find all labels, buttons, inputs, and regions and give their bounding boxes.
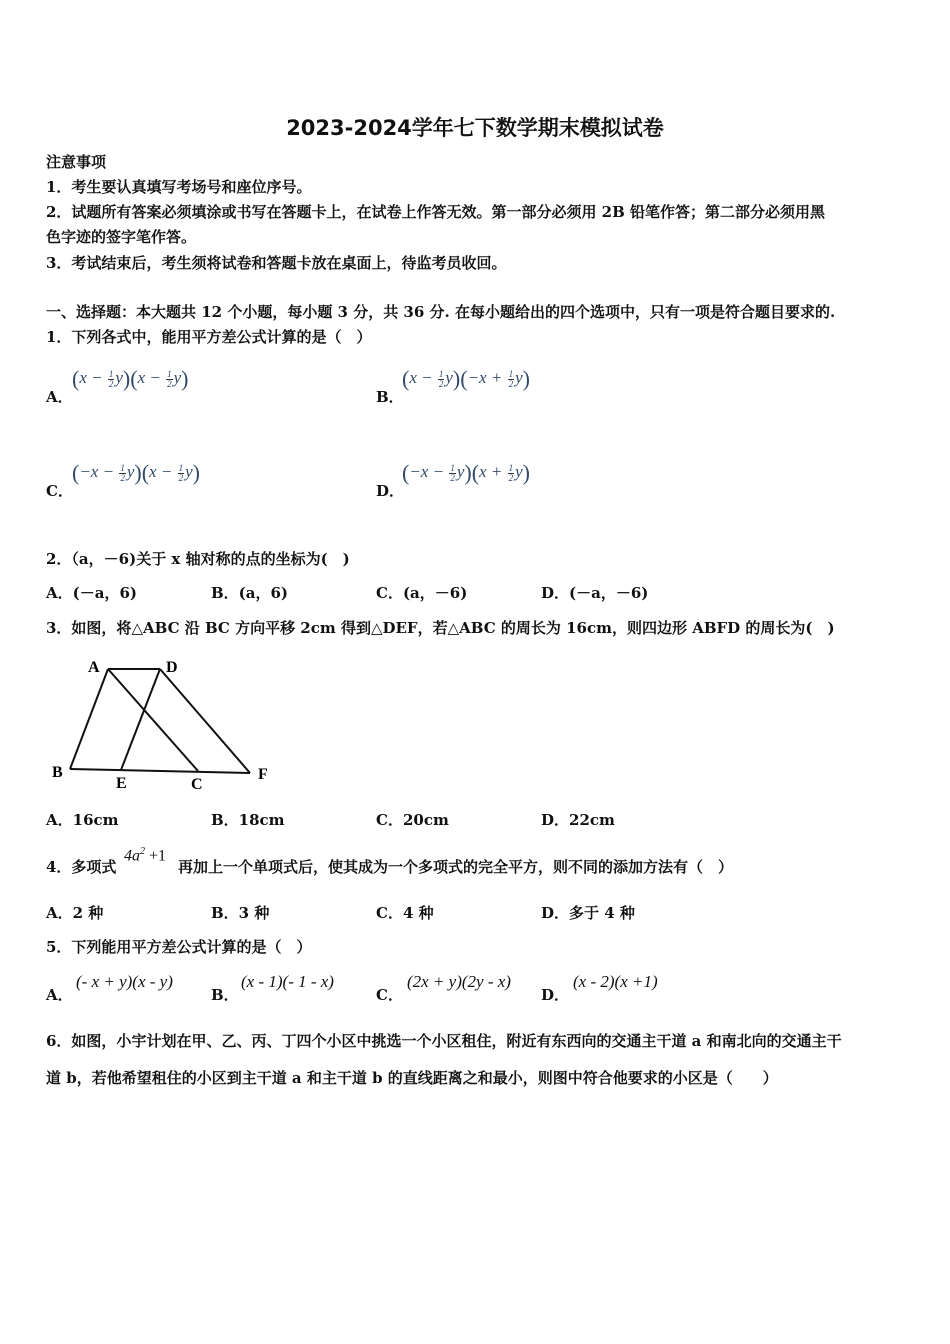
notes-item: 3．考试结束后，考生须将试卷和答题卡放在桌面上，待监考员收回。 <box>46 254 507 272</box>
q5-option-a-label: A． <box>46 986 73 1004</box>
q5-option-d-label: D． <box>541 986 570 1004</box>
vertex-label-b: B <box>52 764 63 781</box>
question-6-line-2: 道 b，若他希望租住的小区到主干道 a 和主干道 b 的直线距离之和最小，则图中符合他要求的小区是（ ） <box>46 1069 778 1087</box>
question-3-stem: 3．如图，将△ABC 沿 BC 方向平移 2cm 得到△DEF，若△ABC 的周长为 16cm，则四边形 ABFD 的周长为( ) <box>46 619 835 637</box>
q5-option-d-expr: (x - 2)(x +1) <box>573 972 658 991</box>
q1-option-c-label: C． <box>46 482 73 500</box>
q4-option-a: A．2 种 <box>46 904 104 922</box>
question-5-stem: 5．下列能用平方差公式计算的是（ ） <box>46 938 312 956</box>
section-heading: 一、选择题：本大题共 12 个小题，每小题 3 分，共 36 分. 在每小题给出的四个选项中，只有一项是符合题目要求的. <box>46 303 836 321</box>
q5-option-c-label: C． <box>376 986 403 1004</box>
q1-option-d-expr: (−x − $\frac{1}{2}$ y)(x + $\frac{1}{2}$ y) <box>402 460 530 485</box>
question-6-line-1: 6．如图，小宇计划在甲、乙、丙、丁四个小区中挑选一个小区租住，附近有东西向的交通主干道 a 和南北向的交通主干 <box>46 1032 842 1050</box>
q1-option-d-label: D． <box>376 482 405 500</box>
q1-option-b-expr: (x − $\frac{1}{2}$ y)(−x + $\frac{1}{2}$ y) <box>402 366 530 391</box>
q1-option-b-label: B． <box>376 388 404 406</box>
notes-heading: 注意事项 <box>46 153 107 171</box>
q2-option-b: B．(a，6) <box>211 584 289 602</box>
q4-expression: $4a^2 +1$ <box>124 846 167 865</box>
segment-bf <box>70 769 250 773</box>
vertex-label-c: C <box>191 776 203 793</box>
q3-option-c: C．20cm <box>376 811 449 829</box>
q3-option-a: A．16cm <box>46 811 119 829</box>
q5-option-a-expr: (- x + y)(x - y) <box>76 972 173 991</box>
q4-option-b: B．3 种 <box>211 904 270 922</box>
question-4-stem-prefix: 4．多项式 <box>46 858 117 876</box>
q4-option-d: D．多于 4 种 <box>541 904 635 922</box>
notes-item: 1．考生要认真填写考场号和座位序号。 <box>46 178 312 196</box>
question-1-stem: 1．下列各式中，能用平方差公式计算的是（ ） <box>46 328 372 346</box>
page-title: 2023-2024学年七下数学期末模拟试卷 <box>286 116 664 140</box>
question-2-stem: 2．（a，－6)关于 x 轴对称的点的坐标为( ) <box>46 550 350 568</box>
vertex-label-d: D <box>166 659 178 676</box>
q5-option-b-expr: (x - 1)(- 1 - x) <box>241 972 334 991</box>
q3-option-d: D．22cm <box>541 811 615 829</box>
q3-option-b: B．18cm <box>211 811 285 829</box>
vertex-label-f: F <box>258 766 268 783</box>
segment-ab <box>70 669 108 769</box>
segment-ac <box>108 669 198 771</box>
q4-option-c: C．4 种 <box>376 904 434 922</box>
q1-option-a-expr: (x − $\frac{1}{2}$ y)(x − $\frac{1}{2}$ y) <box>72 366 189 391</box>
q2-option-d: D．(－a，－6) <box>541 584 649 602</box>
vertex-label-e: E <box>116 775 127 792</box>
q1-option-a-label: A． <box>46 388 73 406</box>
notes-item: 2．试题所有答案必须填涂或书写在答题卡上，在试卷上作答无效。第一部分必须用 2B 铅笔作答；第二部分必须用黑 <box>46 203 826 221</box>
q2-option-a: A．(－a，6) <box>46 584 137 602</box>
notes-item: 色字迹的签字笔作答。 <box>46 228 197 246</box>
vertex-label-a: A <box>88 659 100 676</box>
q1-option-c-expr: (−x − $\frac{1}{2}$ y)(x − $\frac{1}{2}$ y) <box>72 460 200 485</box>
question-4-stem-suffix: 再加上一个单项式后，使其成为一个多项式的完全平方，则不同的添加方法有（ ） <box>178 858 734 876</box>
q5-option-c-expr: (2x + y)(2y - x) <box>407 972 511 991</box>
translation-figure <box>40 650 280 800</box>
segment-de <box>121 669 160 770</box>
q5-option-b-label: B． <box>211 986 239 1004</box>
segment-df <box>160 669 250 773</box>
q2-option-c: C．(a，－6) <box>376 584 468 602</box>
